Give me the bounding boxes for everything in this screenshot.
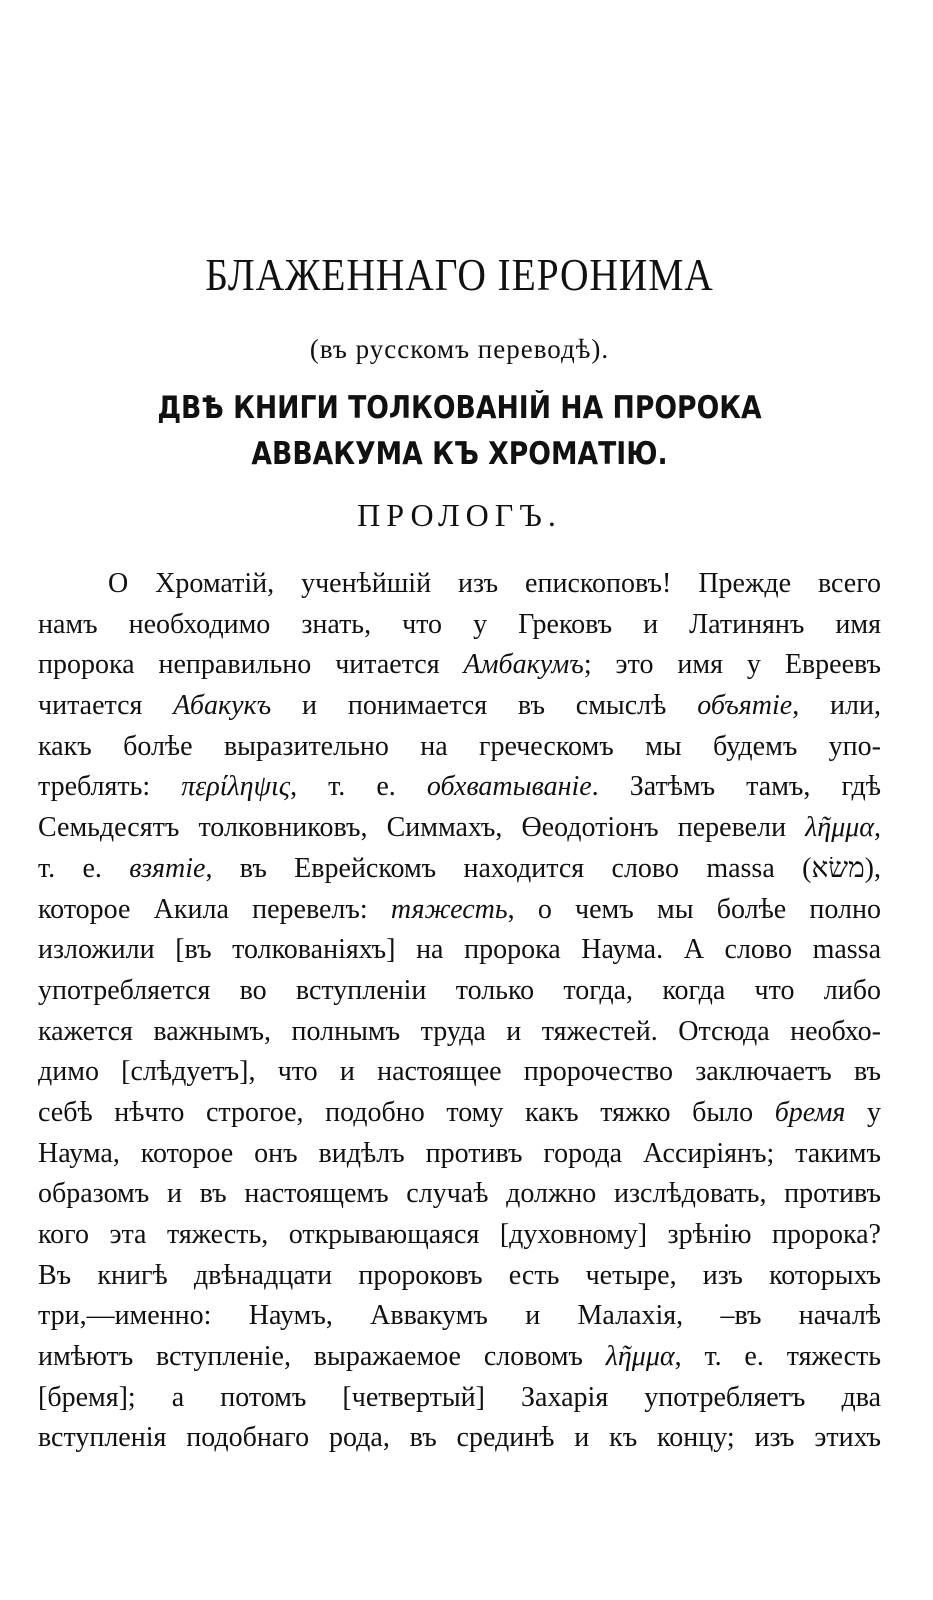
text-run: Въ книгѣ двѣнадцати пророковъ есть четыре, изъ которыхъ	[38, 1259, 881, 1291]
text-run: которое Акила перевелъ:	[38, 893, 391, 925]
text-run: ,	[874, 812, 881, 844]
text-line	[38, 727, 881, 768]
text-run: Наума, которое онъ видѣлъ противъ города Ассиріянъ; такимъ	[38, 1137, 881, 1169]
page-subtitle: (въ русскомъ переводѣ).	[309, 334, 610, 364]
text-run: и понимается въ смыслѣ	[271, 690, 698, 722]
text-run: какъ болѣе выразительно на греческомъ мы будемъ упо-	[38, 730, 881, 762]
text-line	[38, 1418, 881, 1459]
text-run: , т. е.	[290, 771, 427, 803]
italic-term: λῆμμα	[805, 812, 874, 844]
text-run: , о чемъ мы болѣе полно	[507, 893, 881, 925]
text-run: образомъ и въ настоящемъ случаѣ должно изслѣдовать, противъ	[38, 1178, 881, 1210]
text-line	[38, 971, 881, 1012]
text-run: употребляется во вступленіи только тогда, когда что либо	[38, 974, 881, 1006]
text-run: у	[845, 1096, 881, 1128]
text-line	[38, 1337, 881, 1378]
text-run: т. е.	[38, 852, 130, 884]
italic-term: περίληψις	[181, 771, 291, 803]
text-run: , въ Еврейскомъ находится слово massa (משׂא),	[205, 852, 881, 884]
italic-term: бремя	[774, 1096, 846, 1128]
text-line	[38, 1256, 881, 1297]
italic-term: взятіе	[129, 852, 206, 884]
text-run: читается	[38, 690, 174, 722]
text-line	[38, 1134, 881, 1175]
text-line	[38, 849, 881, 890]
text-line	[38, 890, 881, 931]
text-run: Семьдесятъ толковниковъ, Симмахъ, Өеодотіонъ перевели	[38, 812, 806, 844]
italic-term: λῆμμα	[605, 1341, 675, 1373]
document-page	[38, 0, 881, 1600]
text-line	[38, 930, 881, 971]
text-run: пророка неправильно читается	[38, 649, 464, 681]
text-line	[38, 1378, 881, 1419]
italic-term: объятіе	[697, 690, 793, 722]
text-line	[38, 767, 881, 808]
text-line	[38, 1296, 881, 1337]
text-run: имѣютъ вступленіе, выражаемое словомъ	[38, 1341, 606, 1373]
text-run: вступленія подобнаго рода, въ срединѣ и къ концу; изъ этихъ	[38, 1422, 881, 1454]
text-run: себѣ нѣчто строгое, подобно тому какъ тяжко было	[38, 1096, 775, 1128]
text-run: [бремя]; а потомъ [четвертый] Захарія употребляетъ два	[38, 1381, 881, 1413]
text-line	[38, 564, 881, 605]
text-run: кажется важнымъ, полнымъ труда и тяжестей. Отсюда необхо-	[38, 1015, 881, 1047]
text-run: О Хроматій, ученѣйшій изъ епископовъ! Прежде всего	[108, 568, 881, 599]
text-run: . Затѣмъ тамъ, гдѣ	[591, 771, 881, 803]
text-line	[38, 1174, 881, 1215]
text-run: , т. е. тяжесть	[674, 1341, 881, 1373]
text-line	[38, 1012, 881, 1053]
text-line	[38, 686, 881, 727]
text-line	[38, 645, 881, 686]
italic-term: Амбакумъ	[463, 649, 584, 681]
text-line	[38, 605, 881, 646]
text-run: , или,	[792, 690, 881, 722]
text-run: димо [слѣдуетъ], что и настоящее пророчество заключаетъ въ	[38, 1056, 881, 1088]
section-title: ДВѢ КНИГИ ТОЛКОВАНІЙ НА ПРОРОКА АВВАКУМА КЪ ХРОМАТІЮ.	[157, 390, 762, 472]
italic-term: тяжесть	[390, 893, 508, 925]
prologue-heading: ПРОЛОГЪ.	[357, 497, 562, 533]
text-line	[38, 1093, 881, 1134]
body-text	[38, 564, 881, 1459]
text-run: треблять:	[38, 771, 182, 803]
text-line	[38, 1215, 881, 1256]
italic-term: обхватываніе	[426, 771, 592, 803]
text-run: ; это имя у Евреевъ	[583, 649, 881, 681]
text-line	[38, 808, 881, 849]
italic-term: Абакукъ	[173, 690, 272, 722]
text-run: намъ необходимо знать, что у Грековъ и Латинянъ имя	[38, 608, 881, 640]
text-run: три,—именно: Наумъ, Аввакумъ и Малахія, –въ началѣ	[38, 1300, 881, 1332]
text-line	[38, 1052, 881, 1093]
page-title: БЛАЖЕННАГО ІЕРОНИМА	[205, 249, 714, 300]
text-run: изложили [въ толкованіяхъ] на пророка Наума. А слово massa	[38, 934, 881, 966]
text-run: кого эта тяжесть, открывающаяся [духовному] зрѣнію пророка?	[38, 1219, 881, 1250]
